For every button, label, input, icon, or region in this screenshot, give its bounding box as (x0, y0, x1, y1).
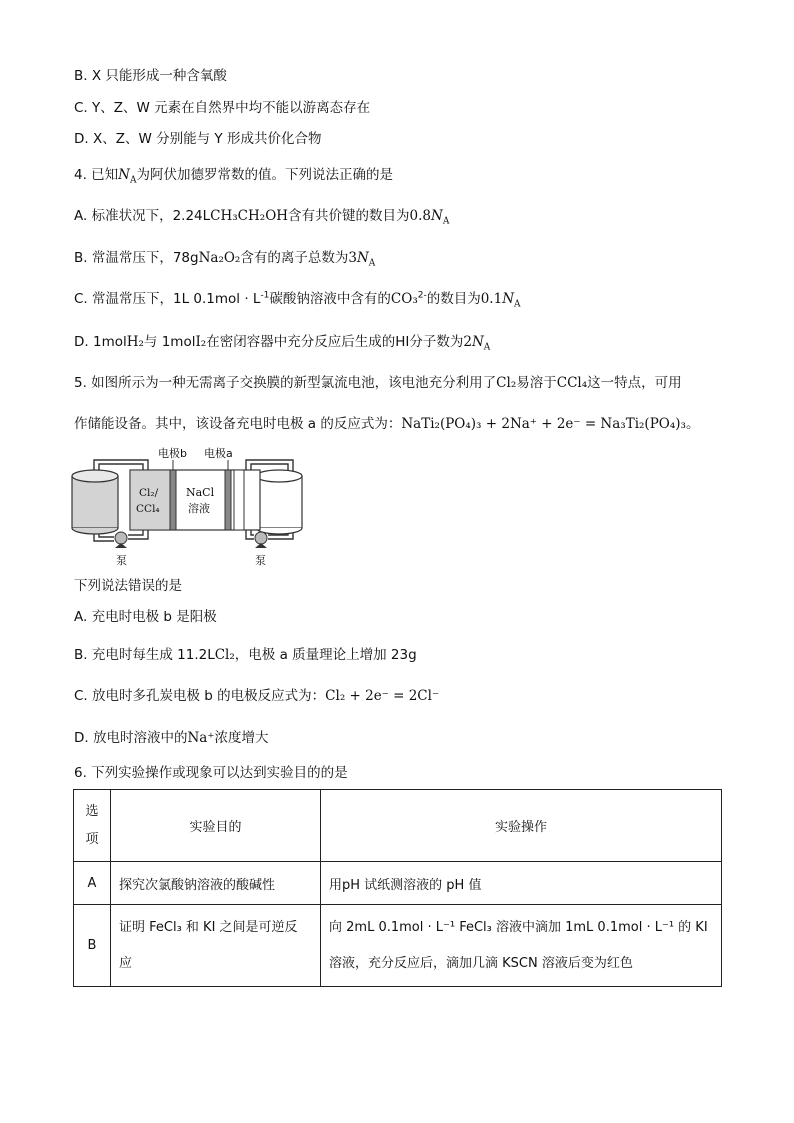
table-header-row (74, 790, 722, 862)
q6-stem: 6. 下列实验操作或现象可以达到实验目的的是 (74, 765, 348, 781)
q4-c-value: 0.1 (480, 291, 503, 307)
q4-d-i2: I₂ (195, 334, 207, 350)
q4-c-text2: 的数目为 (426, 291, 481, 307)
header-goal: 实验目的 (111, 790, 321, 862)
q5-stem-mid: 易溶于 (516, 375, 557, 391)
q4-stem-text: 为阿伏加德罗常数的值。下列说法正确的是 (136, 167, 393, 183)
row-b-goal-line1: 证明 FeCl₃ 和 KI 之间是可逆反 (119, 919, 298, 935)
q4-d-h2: H₂ (126, 334, 144, 350)
electrode-b-label: 电极b (158, 447, 187, 460)
q4-a-na-sub: A (442, 216, 450, 227)
q4-d-text2: 在密闭容器中充分反应后生成的HI分子数为 (206, 334, 464, 350)
table-row (74, 862, 722, 905)
q5-stem-line2 (74, 414, 699, 434)
q4-b-na: N (356, 250, 369, 266)
q4-option-b (74, 248, 375, 268)
q4-d-text: 与 1mol (143, 334, 196, 350)
electrolytic-cell (130, 470, 260, 530)
experiment-table (73, 789, 722, 987)
row-b-op-line2: 溶液，充分反应后，滴加几滴 KSCN 溶液后变为红色 (329, 955, 633, 971)
table-row (74, 905, 722, 987)
row-b-goal-line2: 应 (119, 955, 133, 971)
q5-b-cl2: Cl₂ (214, 647, 235, 663)
q5-stem2-prefix: 作储能设备。其中，该设备充电时电极 a 的反应式为： (74, 416, 402, 432)
q5-stem-post: 这一特点，可用 (587, 375, 682, 391)
q5-d-post: 浓度增大 (214, 730, 269, 746)
q4-b-formula: Na₂O₂ (198, 250, 241, 266)
q4-c-prefix: C. 常温常压下，1L 0.1mol · L (74, 291, 261, 307)
q5-b-prefix: B. 充电时每生成 11.2L (74, 647, 215, 663)
q4-b-value: 3 (348, 250, 357, 266)
q5-stem-ccl4: CCl₄ (556, 375, 588, 391)
q5-d-ion: Na⁺ (187, 730, 215, 746)
row-a-operation: 用pH 试纸测溶液的 pH 值 (321, 862, 722, 905)
q5-c-prefix: C. 放电时多孔炭电极 b 的电极反应式为： (74, 688, 326, 704)
q4-a-text: 含有共价键的数目为 (288, 208, 410, 224)
q4-option-a (74, 206, 449, 226)
electrode-a-plate (225, 470, 231, 530)
row-a-goal: 探究次氯酸钠溶液的酸碱性 (111, 862, 321, 905)
q4-c-text: 碳酸钠溶液中含有的 (269, 291, 391, 307)
q5-b-post: ，电极 a 质量理论上增加 23g (234, 647, 417, 663)
q4-c-ion: CO₃ (390, 291, 418, 307)
q4-d-value: 2 (463, 334, 472, 350)
q5-stem-prefix: 5. 如图所示为一种无需离子交换膜的新型氯流电池，该电池充分利用了 (74, 375, 497, 391)
q4-d-na: N (471, 334, 484, 350)
q5-stem-cl2: Cl₂ (496, 375, 517, 391)
left-pump-label: 泵 (116, 554, 127, 567)
q4-c-exponent: -1 (260, 290, 270, 301)
q3-option-c: C. Y、Z、W 元素在自然界中均不能以游离态存在 (74, 100, 371, 116)
q5-option-a: A. 充电时电极 b 是阳极 (74, 609, 217, 625)
left-pump-icon (115, 532, 127, 548)
row-b-goal (111, 905, 321, 987)
flow-battery-diagram (66, 444, 316, 570)
q4-stem (74, 165, 393, 185)
q4-c-na: N (502, 291, 515, 307)
q5-charge-equation: NaTi₂(PO₄)₃ + 2Na⁺ + 2e⁻ = Na₃Ti₂(PO₄)₃ (401, 416, 686, 432)
q5-stem-line1 (74, 373, 682, 393)
q4-b-na-sub: A (368, 258, 376, 269)
q5-d-prefix: D. 放电时溶液中的 (74, 730, 188, 746)
q5-option-b (74, 645, 417, 665)
q3-option-d: D. X、Z、W 分别能与 Y 形成共价化合物 (74, 131, 322, 147)
left-tank (72, 470, 118, 534)
q4-a-prefix: A. 标准状况下，2.24L (74, 208, 211, 224)
right-pump-icon (255, 532, 267, 548)
header-option: 选 项 (74, 790, 111, 862)
left-box-label-1: Cl₂/ (139, 487, 159, 499)
left-box-label-2: CCl₄ (136, 503, 160, 515)
q4-a-value: 0.8 (409, 208, 432, 224)
q4-b-prefix: B. 常温常压下，78g (74, 250, 199, 266)
row-b-operation (321, 905, 722, 987)
right-pump-label: 泵 (255, 554, 266, 567)
q4-stem-na-symbol: N (118, 167, 130, 183)
q5-c-equation: Cl₂ + 2e⁻ = 2Cl⁻ (325, 688, 440, 704)
q5-stem2-post: 。 (685, 416, 700, 432)
q4-stem-prefix: 4. 已知 (74, 167, 119, 183)
row-b-op-line1: 向 2mL 0.1mol · L⁻¹ FeCl₃ 溶液中滴加 1mL 0.1mol · L⁻¹ 的 KI (329, 919, 708, 935)
q4-option-c (74, 289, 521, 309)
right-tank (256, 470, 302, 534)
nacl-label: NaCl (186, 486, 215, 499)
electrode-a-label: 电极a (204, 447, 233, 460)
q4-a-na: N (431, 208, 443, 224)
q5-option-c (74, 686, 439, 706)
row-a-option: A (74, 862, 111, 905)
q4-option-d (74, 332, 490, 352)
q5-option-d (74, 728, 268, 748)
solution-label: 溶液 (188, 502, 210, 515)
q5-question: 下列说法错误的是 (74, 578, 182, 594)
q4-d-na-sub: A (483, 342, 491, 353)
q4-a-formula: CH₃CH₂OH (210, 208, 289, 224)
electrode-b-plate (170, 470, 176, 530)
q4-b-text: 含有的离子总数为 (240, 250, 349, 266)
q4-c-na-sub: A (514, 299, 521, 310)
header-operation: 实验操作 (321, 790, 722, 862)
q4-stem-na-subscript: A (129, 175, 137, 186)
q3-option-b: B. X 只能形成一种含氧酸 (74, 68, 227, 84)
q4-d-prefix: D. 1mol (74, 334, 127, 350)
row-b-option: B (74, 905, 111, 987)
q4-c-ion-charge: 2- (417, 290, 427, 301)
